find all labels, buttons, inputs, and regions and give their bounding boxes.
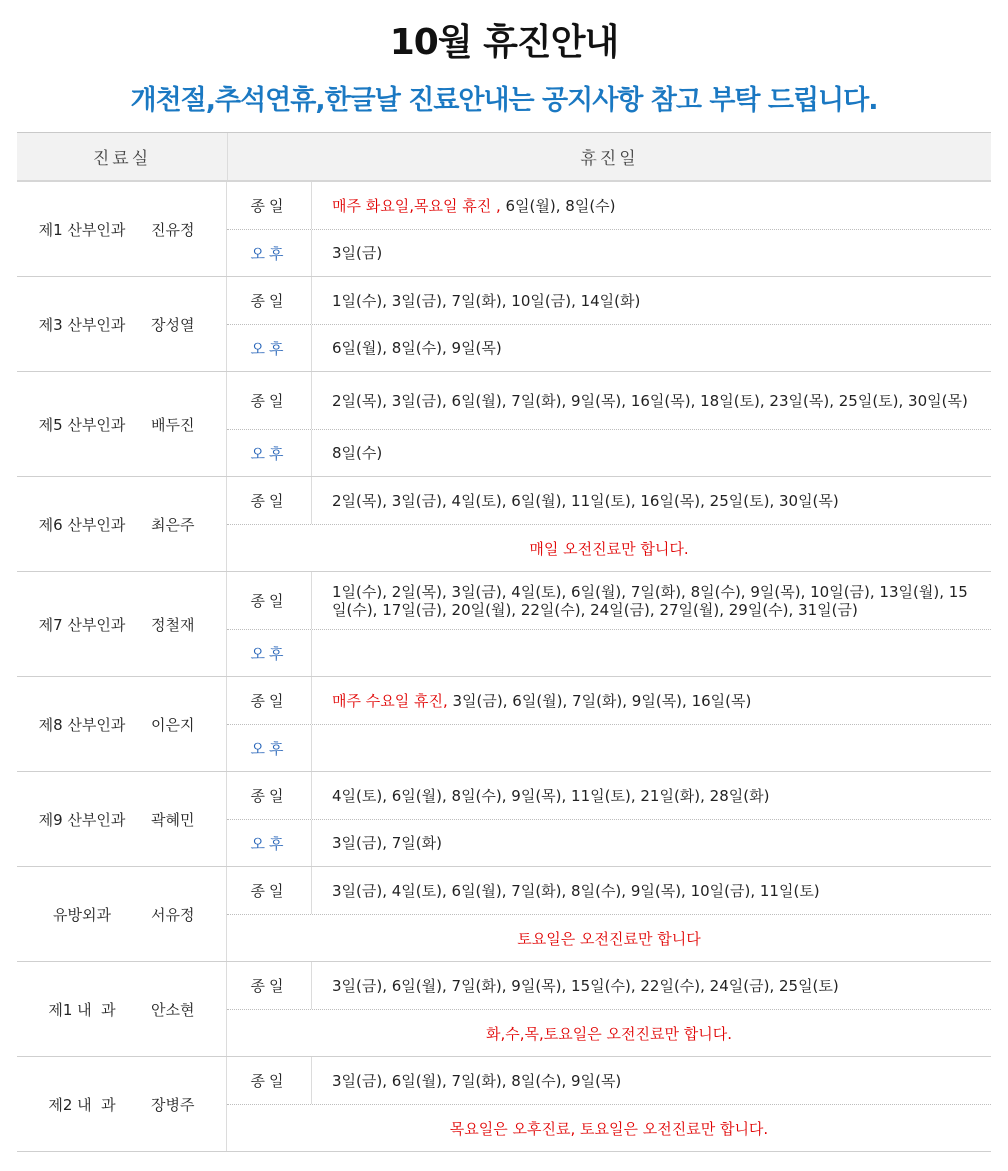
full-day-dates <box>312 692 991 710</box>
weekly-closure-note: 매주 화요일,목요일 휴진 , <box>332 196 506 215</box>
full-day-dates: 2일(목), 3일(금), 6일(월), 7일(화), 9일(목), 16일(목), 18일(토), 23일(목), 25일(토), 30일(목) <box>332 391 968 410</box>
afternoon-row <box>227 429 991 476</box>
department-name: 유방외과 <box>53 905 111 924</box>
full-day-label: 종일 <box>227 372 312 429</box>
afternoon-dates: 8일(수) <box>332 444 383 462</box>
department-name: 제9 산부인과 <box>38 810 126 829</box>
full-day-row <box>227 372 991 429</box>
full-day-label: 종일 <box>227 477 312 524</box>
department-name: 제7 산부인과 <box>38 615 126 634</box>
department-name: 제6 산부인과 <box>38 515 126 534</box>
full-day-label: 종일 <box>227 277 312 324</box>
notice-row <box>227 1009 991 1056</box>
table-row <box>17 772 991 867</box>
notice-text: 매일 오전진료만 합니다. <box>529 539 689 558</box>
full-day-dates: 2일(목), 3일(금), 4일(토), 6일(월), 11일(토), 16일(목), 25일(토), 30일(목) <box>332 491 839 510</box>
table-row <box>17 277 991 372</box>
page-title: 10월 휴진안내 <box>389 22 619 63</box>
afternoon-label: 오후 <box>227 230 312 276</box>
department-name: 제8 산부인과 <box>38 715 126 734</box>
afternoon-row <box>227 324 991 371</box>
header-off-days: 휴진일 <box>580 149 639 169</box>
notice-row <box>227 914 991 961</box>
room-cell <box>17 677 227 771</box>
afternoon-label: 오후 <box>227 430 312 476</box>
afternoon-label: 오후 <box>227 725 312 771</box>
full-day-dates: 3일(금), 6일(월), 7일(화), 8일(수), 9일(목) <box>332 1071 622 1090</box>
notice-row <box>227 524 991 571</box>
full-day-label: 종일 <box>227 182 312 229</box>
full-day-label: 종일 <box>227 1057 312 1104</box>
table-row <box>17 477 991 572</box>
doctor-name: 이은지 <box>151 715 195 734</box>
full-day-row <box>227 277 991 324</box>
full-day-row <box>227 1057 991 1104</box>
room-cell <box>17 277 227 371</box>
full-day-dates: 1일(수), 2일(목), 3일(금), 4일(토), 6일(월), 7일(화), 8일(수), 9일(목), 10일(금), 13일(월), 15일(수), 17일(금), 20일(월), 22일(수), 24일(금), 27일(월), 29일(수), 31일(금) <box>332 582 968 619</box>
full-day-row <box>227 677 991 724</box>
doctor-name: 진유정 <box>151 220 195 239</box>
notice-text: 화,수,목,토요일은 오전진료만 합니다. <box>486 1024 732 1043</box>
doctor-name: 안소현 <box>151 1000 195 1019</box>
afternoon-row <box>227 724 991 771</box>
table-row <box>17 962 991 1057</box>
department-name: 제1 내 과 <box>48 1000 116 1019</box>
table-row <box>17 677 991 772</box>
full-day-list: 3일(금), 6일(월), 7일(화), 9일(목), 16일(목) <box>452 691 752 710</box>
full-day-row <box>227 182 991 229</box>
afternoon-label: 오후 <box>227 820 312 866</box>
doctor-name: 장병주 <box>151 1095 195 1114</box>
full-day-label: 종일 <box>227 572 312 629</box>
doctor-name: 정철재 <box>151 615 195 634</box>
table-row <box>17 572 991 677</box>
notice-text: 목요일은 오후진료, 토요일은 오전진료만 합니다. <box>449 1119 769 1138</box>
table-row <box>17 1057 991 1152</box>
afternoon-dates: 6일(월), 8일(수), 9일(목) <box>332 339 502 357</box>
full-day-row <box>227 572 991 629</box>
full-day-dates: 3일(금), 4일(토), 6일(월), 7일(화), 8일(수), 9일(목), 10일(금), 11일(토) <box>332 881 820 900</box>
doctor-name: 서유정 <box>151 905 195 924</box>
header-room: 진료실 <box>17 133 228 180</box>
room-cell <box>17 477 227 571</box>
room-cell <box>17 1057 227 1151</box>
afternoon-row <box>227 229 991 276</box>
room-cell <box>17 182 227 276</box>
full-day-label: 종일 <box>227 677 312 724</box>
doctor-name: 배두진 <box>151 415 195 434</box>
room-cell <box>17 962 227 1056</box>
afternoon-label: 오후 <box>227 325 312 371</box>
room-cell <box>17 372 227 476</box>
full-day-row <box>227 867 991 914</box>
doctor-name: 장성열 <box>151 315 195 334</box>
department-name: 제1 산부인과 <box>38 220 126 239</box>
department-name: 제3 산부인과 <box>38 315 126 334</box>
full-day-label: 종일 <box>227 772 312 819</box>
afternoon-row <box>227 819 991 866</box>
afternoon-label: 오후 <box>227 630 312 676</box>
afternoon-dates: 3일(금), 7일(화) <box>332 834 442 852</box>
full-day-row <box>227 772 991 819</box>
full-day-dates: 1일(수), 3일(금), 7일(화), 10일(금), 14일(화) <box>332 291 641 310</box>
full-day-dates <box>312 197 991 215</box>
full-day-label: 종일 <box>227 962 312 1009</box>
department-name: 제5 산부인과 <box>38 415 126 434</box>
doctor-name: 곽혜민 <box>151 810 195 829</box>
table-row <box>17 372 991 477</box>
department-name: 제2 내 과 <box>48 1095 116 1114</box>
table-row <box>17 182 991 277</box>
afternoon-row <box>227 629 991 676</box>
closure-table <box>17 132 991 1152</box>
full-day-list: 6일(월), 8일(수) <box>505 196 616 215</box>
notice-row <box>227 1104 991 1151</box>
notice-text: 토요일은 오전진료만 합니다 <box>517 929 701 948</box>
page-subtitle: 개천절,추석연휴,한글날 진료안내는 공지사항 참고 부탁 드립니다. <box>130 85 878 116</box>
afternoon-dates: 3일(금) <box>332 244 383 262</box>
table-row <box>17 867 991 962</box>
full-day-dates: 3일(금), 6일(월), 7일(화), 9일(목), 15일(수), 22일(수), 24일(금), 25일(토) <box>332 976 839 995</box>
room-cell <box>17 572 227 676</box>
full-day-row <box>227 477 991 524</box>
room-cell <box>17 772 227 866</box>
full-day-dates: 4일(토), 6일(월), 8일(수), 9일(목), 11일(토), 21일(화), 28일(화) <box>332 786 770 805</box>
full-day-row <box>227 962 991 1009</box>
doctor-name: 최은주 <box>151 515 195 534</box>
full-day-label: 종일 <box>227 867 312 914</box>
room-cell <box>17 867 227 961</box>
weekly-closure-note: 매주 수요일 휴진, <box>332 691 453 710</box>
table-header <box>17 133 991 182</box>
